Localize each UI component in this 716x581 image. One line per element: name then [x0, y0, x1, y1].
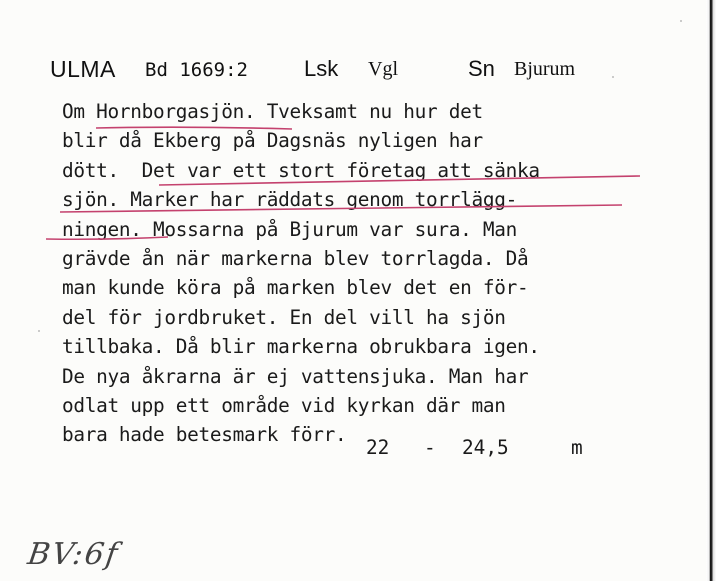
text-line-1: Om Hornborgasjön. Tveksamt nu hur det [62, 100, 483, 123]
paper-speck [680, 20, 682, 22]
text-line-4: sjön. Marker har räddats genom torrlägg- [62, 188, 517, 212]
handwritten-note: BV:6f [25, 537, 122, 572]
meters-unit: m [571, 436, 583, 459]
text-line-11: odlat upp ett område vid kyrkan där man [62, 393, 506, 417]
province-value: Vgl [368, 58, 398, 80]
card-body-text [62, 97, 682, 450]
paper-speck [612, 76, 614, 78]
meters-dash: - [424, 436, 436, 459]
text-line-3: dött. Det var ett stort företag att sänka [62, 158, 540, 182]
reference-number: Bd 1669:2 [145, 59, 248, 81]
province-label: Lsk [304, 56, 339, 81]
meters-from: 22 [366, 436, 390, 459]
paper-speck [38, 330, 40, 332]
meters-above-sea-level [0, 436, 716, 466]
text-line-8: del för jordbruket. En del vill ha sjön [62, 305, 506, 329]
text-line-9: tillbaka. Då blir markerna obrukbara igen. [62, 335, 540, 359]
card-edge-shadow [706, 0, 716, 581]
text-line-12: bara hade betesmark förr. [62, 423, 347, 447]
text-line-2: blir då Ekberg på Dagsnäs nyligen har [62, 129, 483, 153]
meters-to: 24,5 [462, 436, 509, 459]
text-line-7: man kunde köra på marken blev det en för- [62, 276, 529, 300]
text-line-5: ningen. Mossarna på Bjurum var sura. Man [62, 217, 517, 241]
text-line-6: grävde ån när markerna blev torrlagda. Då [62, 246, 529, 270]
parish-label: Sn [468, 56, 495, 81]
text-line-10: De nya åkrarna är ej vattensjuka. Man har [62, 364, 529, 388]
card-header [50, 56, 680, 90]
archive-code: ULMA [50, 56, 116, 82]
parish-value: Bjurum [514, 58, 576, 80]
